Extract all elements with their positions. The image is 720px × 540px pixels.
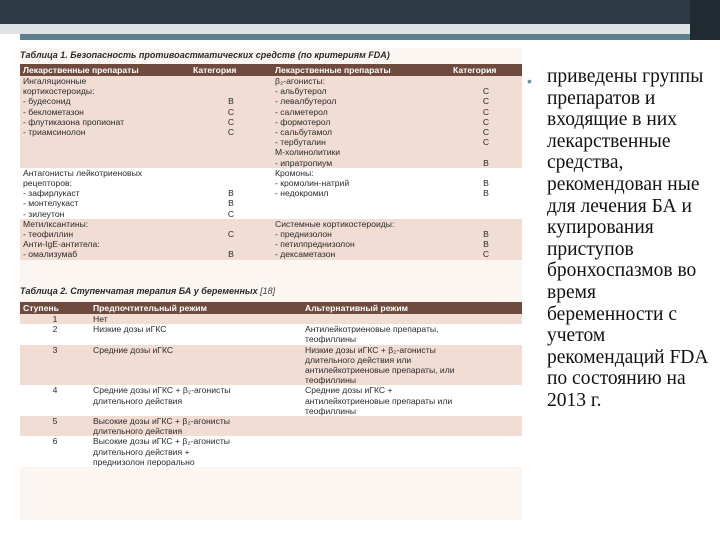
drug-cell <box>20 168 190 219</box>
drug-cell-line: Метилксантины: <box>23 218 89 229</box>
category-cell <box>450 219 522 260</box>
drug-cell-line: Антагонисты лейкотриеновых <box>23 167 143 178</box>
table1-row <box>20 168 522 219</box>
category-cell-line: C <box>482 96 490 107</box>
alternative-cell-line <box>305 314 519 324</box>
alternative-cell-line: антилейкотриеновые препараты, или <box>305 365 455 376</box>
drug-cell-line: - беклометазон <box>23 106 84 117</box>
drug-cell-line: - формотерол <box>275 116 331 127</box>
slide-accent-strip <box>20 34 720 40</box>
alternative-cell-line: Низкие дозы иГКС + β₂-агонисты <box>305 344 436 355</box>
drug-cell-line: - преднизолон <box>275 229 332 240</box>
drug-cell-line: Анти-IgE-антитела: <box>23 239 100 250</box>
preferred-cell <box>90 345 302 386</box>
category-cell-line: B <box>228 198 234 209</box>
preferred-cell <box>90 436 302 467</box>
step-cell: 6 <box>52 436 58 447</box>
drug-cell-line: - альбутерол <box>275 86 327 97</box>
category-cell-line: C <box>482 116 490 127</box>
drug-cell-line: β₂-агонисты: <box>275 76 325 86</box>
tables-figure <box>20 48 522 520</box>
table2-header-row <box>20 302 522 314</box>
preferred-cell-line: преднизолон перорально <box>93 456 195 467</box>
category-cell-line <box>193 76 269 86</box>
category-cell-line <box>453 147 519 157</box>
category-cell-line: C <box>227 106 235 117</box>
table2-caption: Таблица 2. Ступенчатая терапия БА у беременных [18] <box>20 286 276 296</box>
drug-cell-line: - левалбутерол <box>275 96 337 107</box>
drug-cell-line: - омализумаб <box>23 249 78 260</box>
category-cell <box>450 168 522 219</box>
slide-top-band-light <box>0 24 720 34</box>
drug-cell-line: - дексаметазон <box>275 249 336 260</box>
table1-header: Лекарственные препараты <box>272 64 450 76</box>
drug-cell <box>20 76 190 168</box>
category-cell-line: B <box>228 96 234 107</box>
drug-cell-line: - флутиказона пропионат <box>23 116 125 127</box>
preferred-cell-line: длительного действия <box>93 426 183 437</box>
step-cell: 3 <box>52 344 58 355</box>
alternative-cell-line: длительного действия или <box>305 354 412 365</box>
category-cell-line: B <box>483 178 489 189</box>
category-cell-line: B <box>228 188 234 199</box>
bullet-marker-icon: • <box>527 73 532 89</box>
preferred-cell-line: длительного действия <box>93 395 183 406</box>
category-cell-line: B <box>483 239 489 250</box>
preferred-cell-line: Высокие дозы иГКС + β₂-агонисты <box>93 436 230 447</box>
alternative-cell <box>302 416 522 436</box>
preferred-cell-line: Низкие дозы иГКС <box>93 324 167 335</box>
step-cell: 5 <box>52 416 58 427</box>
category-cell-line <box>193 178 269 188</box>
drug-cell-line: - зафирлукаст <box>23 188 80 199</box>
category-cell-line: C <box>227 127 235 138</box>
drug-cell-line: - ипратропиум <box>275 157 333 168</box>
table2 <box>20 302 522 467</box>
category-cell-line <box>453 76 519 86</box>
table2-header: Альтернативный режим <box>302 302 522 314</box>
drug-cell-line: - кромолин-натрий <box>275 178 350 189</box>
drug-cell <box>272 219 450 260</box>
preferred-cell-line: Высокие дозы иГКС + β₂-агонисты <box>93 416 230 427</box>
table2-row <box>20 436 522 467</box>
category-cell-line: B <box>228 249 234 260</box>
drug-cell-line: - триамсинолон <box>23 127 86 138</box>
alternative-cell-line: теофиллины <box>305 405 357 416</box>
alternative-cell-line <box>305 436 519 446</box>
alternative-cell <box>302 385 522 416</box>
table1-caption: Таблица 1. Безопасность противоастматических средств (по критериям FDA) <box>20 50 390 60</box>
alternative-cell <box>302 314 522 324</box>
slide-corner-block <box>690 0 720 40</box>
drug-cell <box>272 76 450 168</box>
category-cell-line <box>453 219 519 229</box>
drug-cell-line: - зилеутон <box>23 208 65 219</box>
table2-header: Ступень <box>20 302 90 314</box>
category-cell <box>190 168 272 219</box>
table2-row <box>20 385 522 416</box>
slide-top-band <box>0 0 720 24</box>
table1-header-row <box>20 64 522 76</box>
category-cell-line <box>193 219 269 229</box>
preferred-cell-line: длительного действия + <box>93 446 190 457</box>
drug-cell-line: - салметерол <box>275 106 328 117</box>
category-cell <box>190 76 272 168</box>
category-cell-line <box>193 239 269 249</box>
alternative-cell-line: антилейкотриеновые препараты или <box>305 395 453 406</box>
alternative-cell-line: Антилейкотриеновые препараты, <box>305 324 439 335</box>
drug-cell-line: кортикостероиды: <box>23 86 95 97</box>
alternative-cell-line: теофиллины <box>305 375 357 386</box>
table1-header: Лекарственные препараты <box>20 64 190 76</box>
table1-row <box>20 219 522 260</box>
table1 <box>20 64 522 260</box>
category-cell-line: C <box>227 229 235 240</box>
table2-row <box>20 345 522 386</box>
step-cell: 4 <box>52 385 58 396</box>
alternative-cell-line: теофиллины <box>305 334 357 345</box>
category-cell-line: C <box>482 137 490 148</box>
alternative-cell <box>302 436 522 467</box>
table2-header: Предпочтительный режим <box>90 302 302 314</box>
bullet-text: приведены группы препаратов и входящие в них лекарственные средства, рекомендован ные для лечения БА и купирования приступов бронхоспазмов во время беременности с учетом рекомендаций FDA по состоянию на 2013 г. <box>547 66 708 411</box>
category-cell <box>450 76 522 168</box>
drug-cell-line: Кромоны: <box>275 167 314 178</box>
alternative-cell-line <box>305 416 519 426</box>
drug-cell-line: - тербуталин <box>275 137 326 148</box>
table1-row <box>20 76 522 168</box>
drug-cell <box>20 219 190 260</box>
drug-cell-line: - недокромил <box>275 188 329 199</box>
drug-cell-line: - будесонид <box>23 96 71 107</box>
drug-cell-line: М-холинолитики <box>275 147 341 158</box>
table1-header: Категория <box>450 64 522 76</box>
category-cell-line: B <box>483 188 489 199</box>
drug-cell-line: - монтелукаст <box>23 198 79 209</box>
preferred-cell-line: Средние дозы иГКС <box>93 344 174 355</box>
category-cell-line <box>193 168 269 178</box>
table2-row <box>20 416 522 436</box>
drug-cell-line: Системные кортикостероиды: <box>275 218 395 229</box>
category-cell-line: B <box>483 229 489 240</box>
preferred-cell <box>90 324 302 344</box>
preferred-cell-line: Средние дозы иГКС + β₂-агонисты <box>93 385 231 396</box>
category-cell-line <box>453 168 519 178</box>
alternative-cell <box>302 345 522 386</box>
category-cell-line: C <box>227 208 235 219</box>
drug-cell-line: - сальбутамол <box>275 127 332 138</box>
step-cell: 2 <box>52 324 58 335</box>
preferred-cell <box>90 385 302 416</box>
category-cell-line: C <box>482 127 490 138</box>
drug-cell-line: Ингаляционные <box>23 76 87 86</box>
table2-row <box>20 314 522 324</box>
drug-cell <box>272 168 450 219</box>
category-cell-line <box>193 86 269 96</box>
table1-header: Категория <box>190 64 272 76</box>
preferred-cell-line: Нет <box>93 314 108 324</box>
table2-reference: [18] <box>260 286 276 296</box>
category-cell-line: C <box>482 106 490 117</box>
alternative-cell-line: Средние дозы иГКС + <box>305 385 393 396</box>
step-cell: 1 <box>52 314 58 324</box>
drug-cell-line: - петилпреднизолон <box>275 239 355 250</box>
category-cell-line: C <box>482 249 490 260</box>
table2-row <box>20 324 522 344</box>
preferred-cell <box>90 416 302 436</box>
drug-cell-line: рецепторов: <box>23 178 72 189</box>
category-cell-line: C <box>227 116 235 127</box>
drug-cell-line: - теофиллин <box>23 229 74 240</box>
category-cell-line: B <box>483 157 489 168</box>
alternative-cell <box>302 324 522 344</box>
category-cell-line: C <box>482 86 490 97</box>
preferred-cell <box>90 314 302 324</box>
category-cell <box>190 219 272 260</box>
